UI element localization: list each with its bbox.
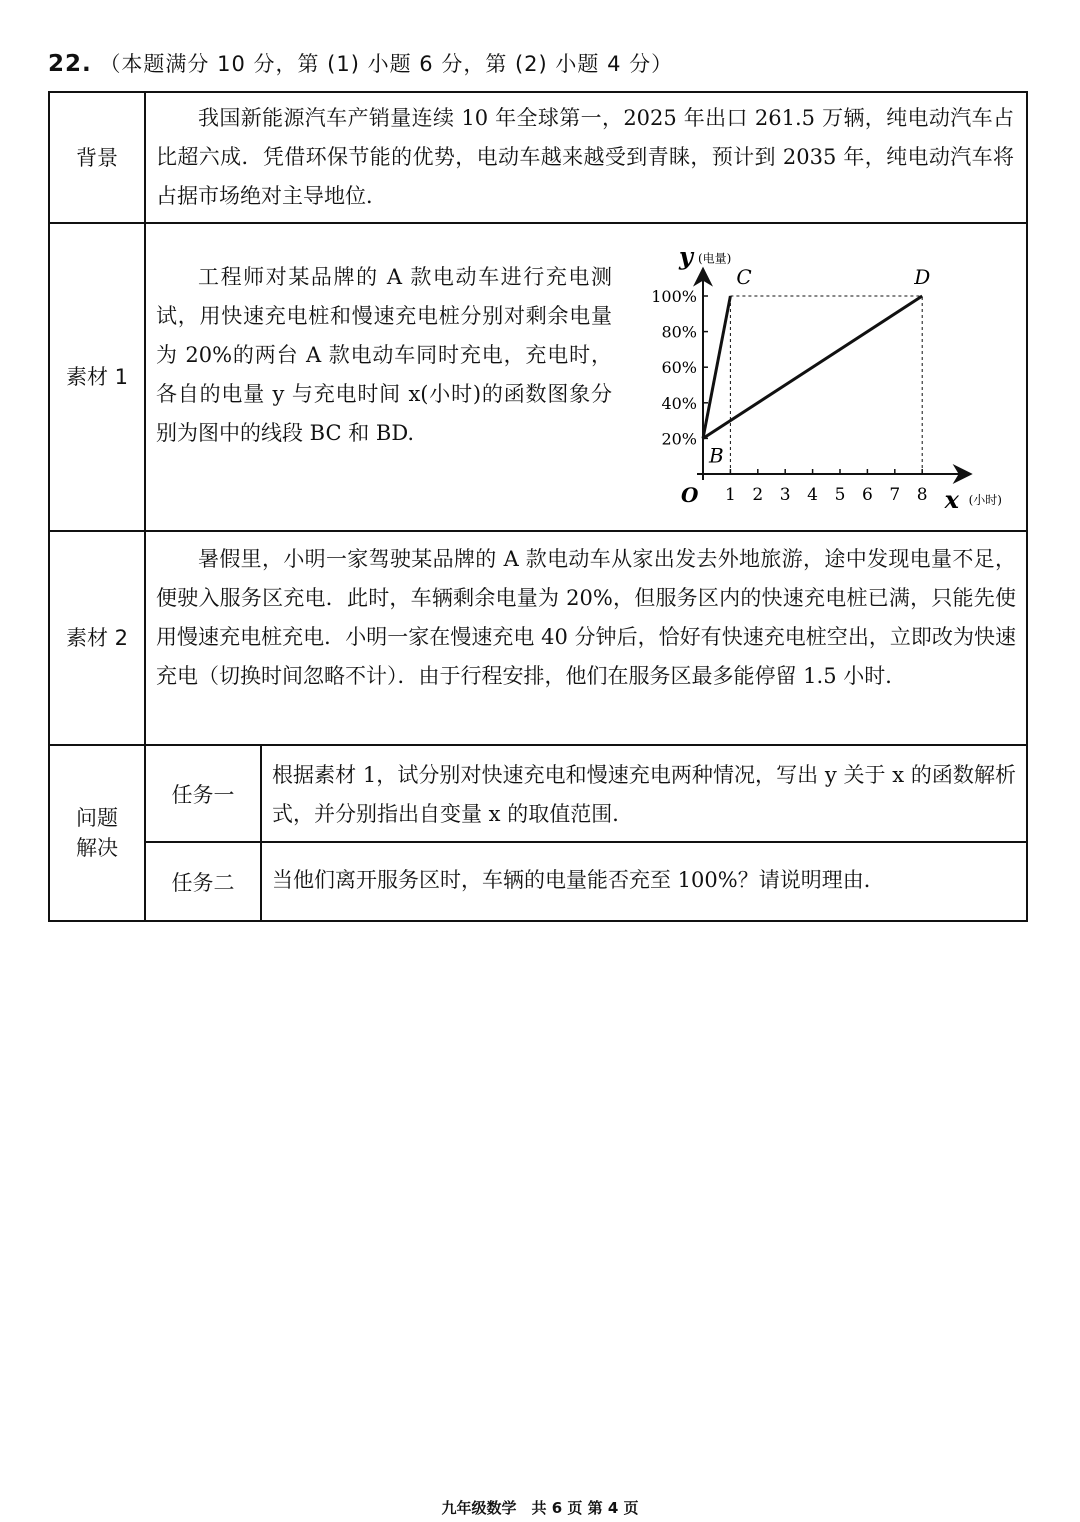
x-axis-unit: (小时)	[968, 493, 1003, 507]
charging-chart	[620, 136, 1010, 520]
row-divider	[50, 530, 1026, 532]
task1-text: 根据素材 1，试分别对快速充电和慢速充电两种情况，写出 y 关于 x 的函数解析式，并分别指出自变量 x 的取值范围．	[272, 763, 1016, 826]
task2-text: 当他们离开服务区时，车辆的电量能否充至 100%？请说明理由．	[272, 868, 885, 892]
question-number: 22.	[48, 51, 92, 77]
origin-label: O	[681, 483, 699, 507]
background-label: 背景	[76, 145, 118, 170]
material2-text: 暑假里，小明一家驾驶某品牌的 A 款电动车从家出发去外地旅游，途中发现电量不足，便驶入服务区充电．此时，车辆剩余电量为 20%，但服务区内的快速充电桩已满，只能先使用慢速充电桩充电．小明一家在慢速充电 40 分钟后，恰好有快速充电桩空出，立即改为快速充电（切换时间忽略不计）．由于行程安排，他们在服务区最多能停留 1.5 小时．	[156, 547, 1016, 688]
x-tick-label: 5	[834, 485, 846, 505]
row-divider	[146, 841, 1026, 843]
point-label-b: B	[709, 443, 724, 468]
problem-label: 问题解决	[76, 806, 118, 860]
material1-text: 工程师对某品牌的 A 款电动车进行充电测试，用快速充电桩和慢速充电桩分别对剩余电量为 20%的两台 A 款电动车同时充电，充电时，各自的电量 y 与充电时间 x(小时)的函数图象分别为图中的线段 BC 和 BD.	[156, 265, 612, 445]
x-tick-label: 7	[889, 485, 901, 505]
page-footer: 九年级数学 共 6 页 第 4 页	[441, 1499, 639, 1517]
point-label-c: C	[736, 265, 752, 289]
background-text: 我国新能源汽车产销量连续 10 年全球第一，2025 年出口 261.5 万辆，纯电动汽车占比超六成．凭借环保节能的优势，电动车越来越受到青睐，预计到 2035 年，纯电动汽车将占据市场绝对主导地位．	[156, 106, 1014, 208]
y-axis-unit: (电量)	[698, 251, 732, 266]
x-tick-label: 6	[861, 485, 873, 505]
x-axis-label: x	[944, 485, 959, 514]
x-tick-label: 2	[752, 485, 764, 505]
y-axis-label: y	[679, 241, 693, 271]
question-header	[48, 48, 673, 78]
y-tick-label: 80%	[661, 322, 697, 342]
task2-label: 任务二	[171, 870, 235, 895]
x-tick-label: 1	[724, 485, 736, 505]
task1-label: 任务一	[171, 782, 235, 807]
y-tick-label: 20%	[661, 429, 697, 449]
y-tick-label: 100%	[651, 287, 697, 306]
x-tick-label: 8	[916, 485, 928, 505]
point-label-d: D	[914, 265, 931, 289]
x-tick-label: 3	[779, 485, 791, 505]
material2-label: 素材 2	[65, 626, 129, 650]
score-note: （本题满分 10 分，第 (1) 小题 6 分，第 (2) 小题 4 分）	[99, 52, 674, 76]
x-tick-label: 4	[807, 485, 819, 505]
column-divider	[260, 744, 262, 920]
segment-bd	[703, 296, 922, 438]
material1-label: 素材 1	[65, 365, 129, 389]
y-tick-label: 40%	[661, 393, 697, 413]
y-tick-label: 60%	[661, 358, 697, 378]
